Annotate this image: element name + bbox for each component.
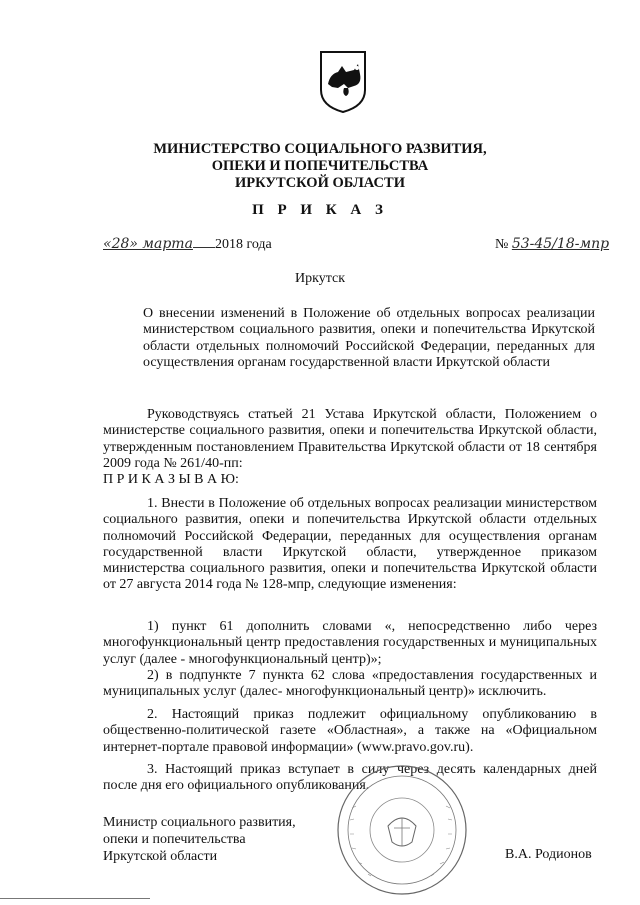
preamble-paragraph: Руководствуясь статьей 21 Устава Иркутской области, Положением о министерстве социального развития, опеки и попечительства Иркутской области, утвержденным постановлением Правительства Иркутской области от 18 сентября 2009 года № 261/40-пп:	[103, 407, 597, 471]
item-1: 1. Внести в Положение об отдельных вопросах реализации министерством социального развития, опеки и попечительства Иркутской области отдельных полномочий Российской Федерации, переданных для осуществления органам государственной власти Иркутской области, утвержденное приказом министерства социального развития, опеки и попечительства Иркутской области от 27 августа 2014 года № 128-мпр, следующие изменения:	[103, 496, 597, 593]
ministry-name-line-1: МИНИСТЕРСТВО СОЦИАЛЬНОГО РАЗВИТИЯ,	[153, 141, 487, 157]
city: Иркутск	[294, 271, 346, 286]
signatory-title-line-1: Министр социального развития,	[103, 815, 296, 830]
signature-block	[103, 814, 296, 865]
coat-of-arms-emblem	[318, 50, 368, 114]
bottom-divider	[0, 898, 150, 899]
item-1-sub-2: 2) в подпункте 7 пункта 62 слова «предоставления государственных и муниципальных услуг (далес- многофункциональный центр)» исключить.	[103, 668, 597, 700]
date-year: 2018 года	[214, 237, 272, 252]
date-line	[103, 236, 272, 253]
item-2: 2. Настоящий приказ подлежит официальному опубликованию в общественно-политической газете «Областная», а также на «Официальном интернет-портале правовой информации» (www.pravo.gov.ru).	[103, 707, 597, 755]
number-sign: №	[495, 237, 509, 252]
official-stamp	[322, 758, 472, 898]
signatory-title-line-2: опеки и попечительства	[103, 832, 246, 847]
item-3: 3. Настоящий приказ вступает в силу через десять календарных дней после дня его официального опубликования.	[103, 762, 597, 794]
order-number	[495, 236, 609, 253]
handwritten-date: «28» марта	[103, 236, 193, 252]
order-subject: О внесении изменений в Положение об отдельных вопросах реализации министерством социального развития, опеки и попечительства Иркутской области отдельных полномочий Российской Федерации, переданных для осуществления органам государственной власти Иркутской области	[143, 306, 595, 370]
item-1-sub-1: 1) пункт 61 дополнить словами «, непосредственно либо через многофункциональный центр предоставления государственных и муниципальных услуг (далее - многофункциональный центр)»;	[103, 619, 597, 667]
order-word: П Р И К А З Ы В А Ю:	[103, 472, 239, 487]
ministry-name-line-2: ОПЕКИ И ПОПЕЧИТЕЛЬСТВА	[211, 158, 429, 174]
signatory-name: В.А. Родионов	[505, 847, 592, 862]
handwritten-number: 53-45/18-мпр	[511, 236, 610, 252]
signatory-title-line-3: Иркутской области	[103, 849, 218, 864]
ministry-name-line-3: ИРКУТСКОЙ ОБЛАСТИ	[235, 175, 405, 191]
document-title: П Р И К А З	[252, 202, 388, 218]
